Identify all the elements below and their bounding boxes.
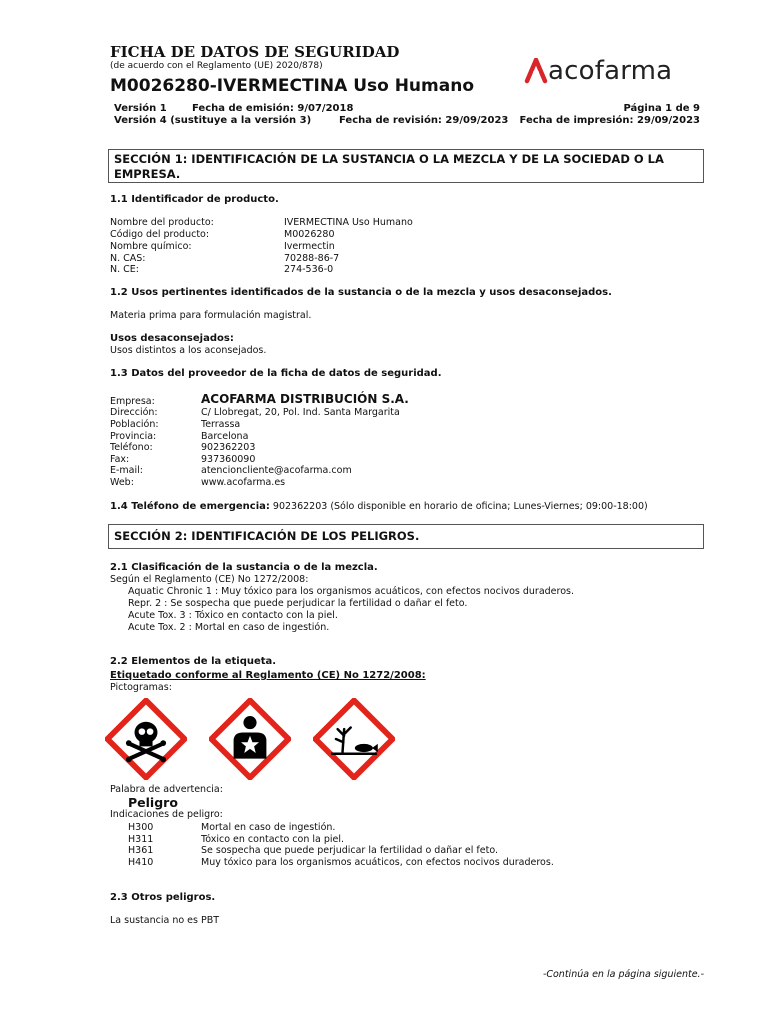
section1-title-line2: EMPRESA. [114, 167, 181, 181]
version-replace: Versión 4 (sustituye a la versión 3) [114, 115, 312, 126]
identifier-value: IVERMECTINA Uso Humano [284, 217, 413, 228]
section-2-1-heading: 2.1 Clasificación de la sustancia o de la mezcla. [110, 562, 378, 573]
section-2-3-heading: 2.3 Otros peligros. [110, 892, 216, 903]
emission-date: Fecha de emisión: 9/07/2018 [192, 103, 354, 114]
version: Versión 1 [114, 103, 167, 114]
section-2-2-heading: 2.2 Elementos de la etiqueta. [110, 656, 277, 667]
hazard-code: H311 [128, 834, 154, 845]
hazard-text: Muy tóxico para los organismos acuáticos, con efectos nocivos duraderos. [201, 857, 554, 868]
website-link[interactable]: www.acofarma.es [201, 477, 286, 488]
provider-label: E-mail: [110, 465, 143, 476]
section1-title-line1: SECCIÓN 1: IDENTIFICACIÓN DE LA SUSTANCIA O LA MEZCLA Y DE LA SOCIEDAD O LA [114, 152, 664, 166]
hazard-code: H300 [128, 822, 154, 833]
identifier-label: N. CAS: [110, 253, 146, 264]
provider-label: Dirección: [110, 407, 158, 418]
uses-text: Materia prima para formulación magistral. [110, 310, 312, 321]
pictograms [105, 698, 395, 780]
hazard-statements-label: Indicaciones de peligro: [110, 809, 223, 820]
identifier-value: 274-536-0 [284, 264, 334, 275]
document-title: FICHA DE DATOS DE SEGURIDAD [110, 43, 400, 61]
section2-title: SECCIÓN 2: IDENTIFICACIÓN DE LOS PELIGROS. [108, 524, 704, 549]
logo-text: acofarma [548, 56, 673, 86]
other-hazards-text: La sustancia no es PBT [110, 915, 220, 926]
identifier-value: Ivermectin [284, 241, 335, 252]
section-1-3-heading: 1.3 Datos del proveedor de la ficha de datos de seguridad. [110, 368, 442, 379]
uses-discouraged-heading: Usos desaconsejados: [110, 333, 234, 344]
classification-regulation: Según el Reglamento (CE) No 1272/2008: [110, 574, 309, 585]
provider-value: C/ Llobregat, 20, Pol. Ind. Santa Margarita [201, 407, 400, 418]
provider-value: 937360090 [201, 454, 256, 465]
company-name: ACOFARMA DISTRIBUCIÓN S.A. [201, 392, 409, 406]
section-1-4-heading: 1.4 Teléfono de emergencia: [110, 501, 270, 512]
identifier-label: Nombre químico: [110, 241, 192, 252]
classification-item: Acute Tox. 3 : Tóxico en contacto con la piel. [128, 610, 338, 621]
skull-crossbones-icon [105, 698, 187, 780]
provider-value: Terrassa [201, 419, 241, 430]
provider-label: Web: [110, 477, 134, 488]
email-link[interactable]: atencioncliente@acofarma.com [201, 465, 352, 476]
provider-value: 902362203 [201, 442, 256, 453]
provider-label: Teléfono: [110, 442, 153, 453]
provider-label: Población: [110, 419, 159, 430]
labeling-regulation: Etiquetado conforme al Reglamento (CE) No 1272/2008: [110, 670, 426, 681]
section-1-1-heading: 1.1 Identificador de producto. [110, 194, 279, 205]
provider-value: Barcelona [201, 431, 249, 442]
signal-word: Peligro [128, 795, 178, 810]
identifier-label: Nombre del producto: [110, 217, 214, 228]
health-hazard-icon [209, 698, 291, 780]
emergency-phone-value: 902362203 (Sólo disponible en horario de oficina; Lunes-Viernes; 09:00-18:00) [272, 501, 648, 512]
print-date: Fecha de impresión: 29/09/2023 [519, 115, 700, 126]
continued-notice: -Continúa en la página siguiente.- [542, 969, 704, 980]
regulation-reference: (de acuerdo con el Reglamento (UE) 2020/878) [110, 61, 323, 71]
identifier-value: 70288-86-7 [284, 253, 340, 264]
environment-icon [313, 698, 395, 780]
revision-date: Fecha de revisión: 29/09/2023 [339, 115, 509, 126]
acofarma-logo-icon [524, 58, 548, 84]
product-title: M0026280-IVERMECTINA Uso Humano [110, 76, 475, 96]
identifier-label: Código del producto: [110, 229, 210, 240]
classification-item: Repr. 2 : Se sospecha que puede perjudicar la fertilidad o dañar el feto. [128, 598, 468, 609]
section-1-2-heading: 1.2 Usos pertinentes identificados de la sustancia o de la mezcla y usos desaconsejados. [110, 287, 612, 298]
hazard-text: Se sospecha que puede perjudicar la fertilidad o dañar el feto. [201, 845, 499, 856]
uses-discouraged-text: Usos distintos a los aconsejados. [110, 345, 267, 356]
acofarma-logo [524, 56, 672, 86]
classification-item: Aquatic Chronic 1 : Muy tóxico para los organismos acuáticos, con efectos nocivos duraderos. [128, 586, 574, 597]
emergency-phone [110, 501, 648, 512]
provider-label: Fax: [110, 454, 130, 465]
hazard-code: H361 [128, 845, 154, 856]
hazard-text: Mortal en caso de ingestión. [201, 822, 336, 833]
hazard-text: Tóxico en contacto con la piel. [201, 834, 345, 845]
hazard-code: H410 [128, 857, 154, 868]
identifier-label: N. CE: [110, 264, 139, 275]
provider-label: Provincia: [110, 431, 157, 442]
identifier-value: M0026280 [284, 229, 335, 240]
signal-word-label: Palabra de advertencia: [110, 784, 223, 795]
pictograms-label: Pictogramas: [110, 682, 172, 693]
provider-label: Empresa: [110, 396, 155, 407]
section1-title [108, 149, 704, 183]
classification-item: Acute Tox. 2 : Mortal en caso de ingestión. [128, 622, 330, 633]
page-number: Página 1 de 9 [623, 103, 700, 114]
